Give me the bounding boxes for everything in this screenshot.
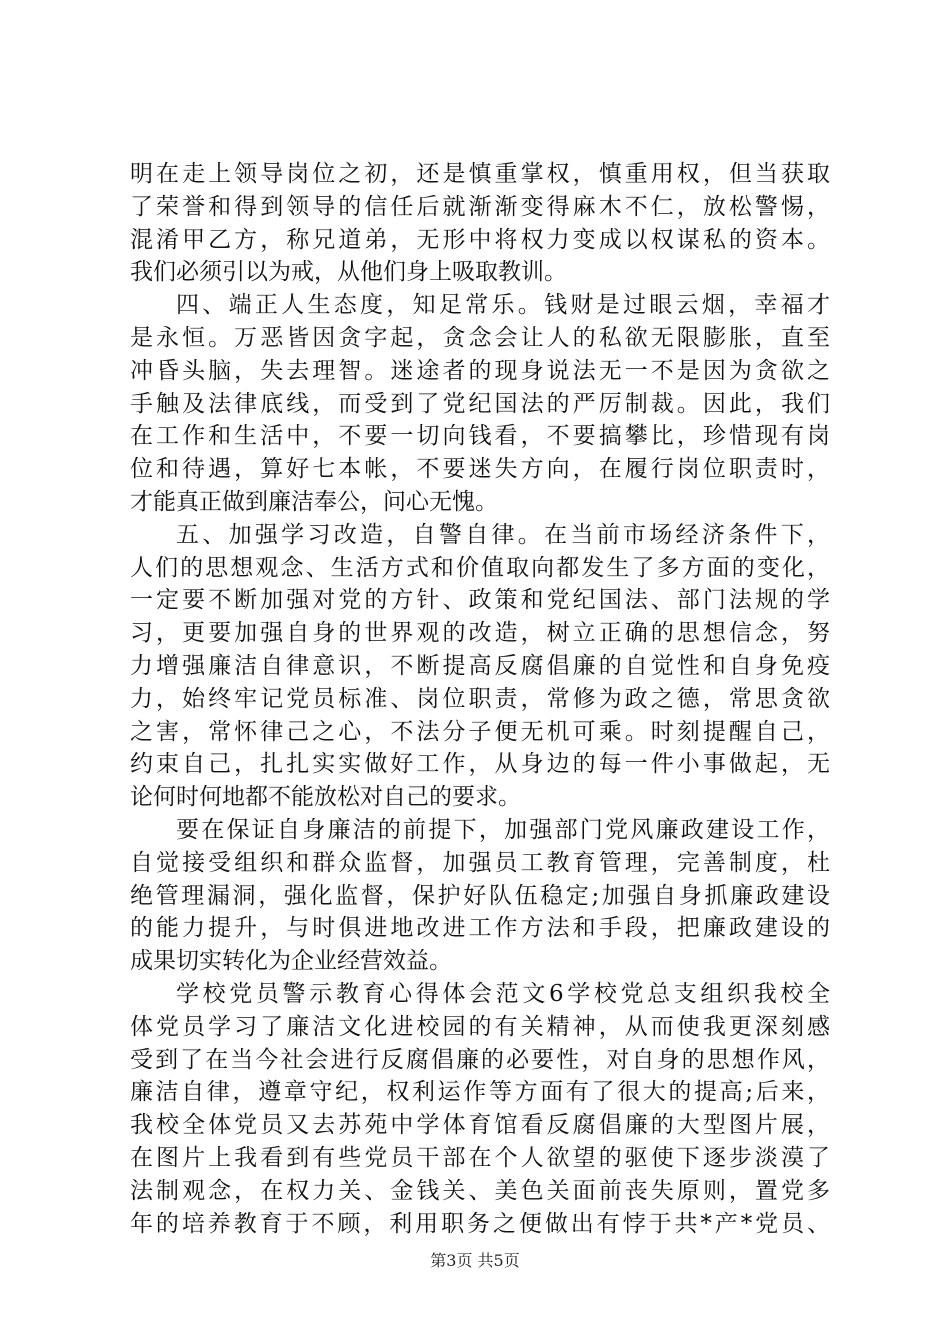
- text-line: 五、加强学习改造，自警自律。在当前市场经济条件下，: [176, 521, 830, 548]
- text-line: 之害，常怀律己之心，不法分子便无机可乘。时刻提醒自己，: [130, 718, 830, 745]
- text-line: 要在保证自身廉洁的前提下，加强部门党风廉政建设工作，: [176, 816, 830, 843]
- text-line: 四、端正人生态度，知足常乐。钱财是过眼云烟，幸福才: [176, 292, 830, 319]
- text-line: 冲昏头脑，失去理智。迷途者的现身说法无一不是因为贪欲之: [130, 357, 830, 384]
- text-line: 论何时何地都不能放松对自己的要求。: [130, 784, 521, 811]
- text-line: 体党员学习了廉洁文化进校园的有关精神，从而使我更深刻感: [130, 1013, 830, 1040]
- page-footer: 第3页 共5页: [430, 1251, 520, 1270]
- text-line: 学校党员警示教育心得体会范文6学校党总支组织我校全: [176, 980, 830, 1007]
- text-line: 年的培养教育于不顾，利用职务之便做出有悖于共*产*党员、: [130, 1210, 830, 1237]
- text-line: 我校全体党员又去苏苑中学体育馆看反腐倡廉的大型图片展，: [130, 1112, 830, 1139]
- paragraph: [130, 978, 830, 1240]
- text-line: 我们必须引以为戒，从他们身上吸取教训。: [130, 259, 567, 286]
- text-line: 一定要不断加强对党的方针、政策和党纪国法、部门法规的学: [130, 587, 830, 614]
- text-line: 明在走上领导岗位之初，还是慎重掌权，慎重用权，但当获取: [130, 161, 830, 187]
- text-line: 法制观念，在权力关、金钱关、美色关面前丧失原则，置党多: [130, 1177, 830, 1204]
- text-line: 手触及法律底线，而受到了党纪国法的严厉制裁。因此，我们: [130, 390, 830, 417]
- paragraph: [130, 519, 830, 814]
- text-line: 自觉接受组织和群众监督，加强员工教育管理，完善制度，杜: [130, 849, 830, 876]
- text-line: 在工作和生活中，不要一切向钱看，不要搞攀比，珍惜现有岗: [130, 423, 830, 450]
- text-line: 受到了在当今社会进行反腐倡廉的必要性，对自身的思想作风，: [130, 1046, 830, 1073]
- text-line: 成果切实转化为企业经营效益。: [130, 948, 452, 975]
- text-line: 力增强廉洁自律意识，不断提高反腐倡廉的自觉性和自身免疫: [130, 652, 830, 679]
- paragraph: [130, 814, 830, 978]
- text-line: 在图片上我看到有些党员干部在个人欲望的驱使下逐步淡漠了: [130, 1144, 830, 1171]
- paragraph: [130, 289, 830, 519]
- text-line: 力，始终牢记党员标准、岗位职责，常修为政之德，常思贪欲: [130, 685, 830, 712]
- text-line: 才能真正做到廉洁奉公，问心无愧。: [130, 488, 498, 515]
- text-line: 是永恒。万恶皆因贪字起，贪念会让人的私欲无限膨胀，直至: [130, 324, 830, 351]
- text-line: 混淆甲乙方，称兄道弟，无形中将权力变成以权谋私的资本。: [130, 226, 830, 253]
- text-line: 绝管理漏洞，强化监督，保护好队伍稳定;加强自身抓廉政建设: [130, 882, 830, 909]
- text-line: 人们的思想观念、生活方式和价值取向都发生了多方面的变化，: [130, 554, 830, 581]
- text-line: 廉洁自律，遵章守纪，权利运作等方面有了很大的提高;后来，: [130, 1079, 830, 1106]
- document-body: [130, 158, 830, 1240]
- text-line: 了荣誉和得到领导的信任后就渐渐变得麻木不仁，放松警惕，: [130, 193, 830, 220]
- paragraph: [130, 158, 830, 289]
- text-line: 约束自己，扎扎实实做好工作，从身边的每一件小事做起，无: [130, 751, 830, 778]
- text-line: 习，更要加强自身的世界观的改造，树立正确的思想信念，努: [130, 620, 830, 647]
- text-line: 的能力提升，与时俱进地改进工作方法和手段，把廉政建设的: [130, 915, 830, 942]
- text-line: 位和待遇，算好七本帐，不要迷失方向，在履行岗位职责时，: [130, 456, 830, 483]
